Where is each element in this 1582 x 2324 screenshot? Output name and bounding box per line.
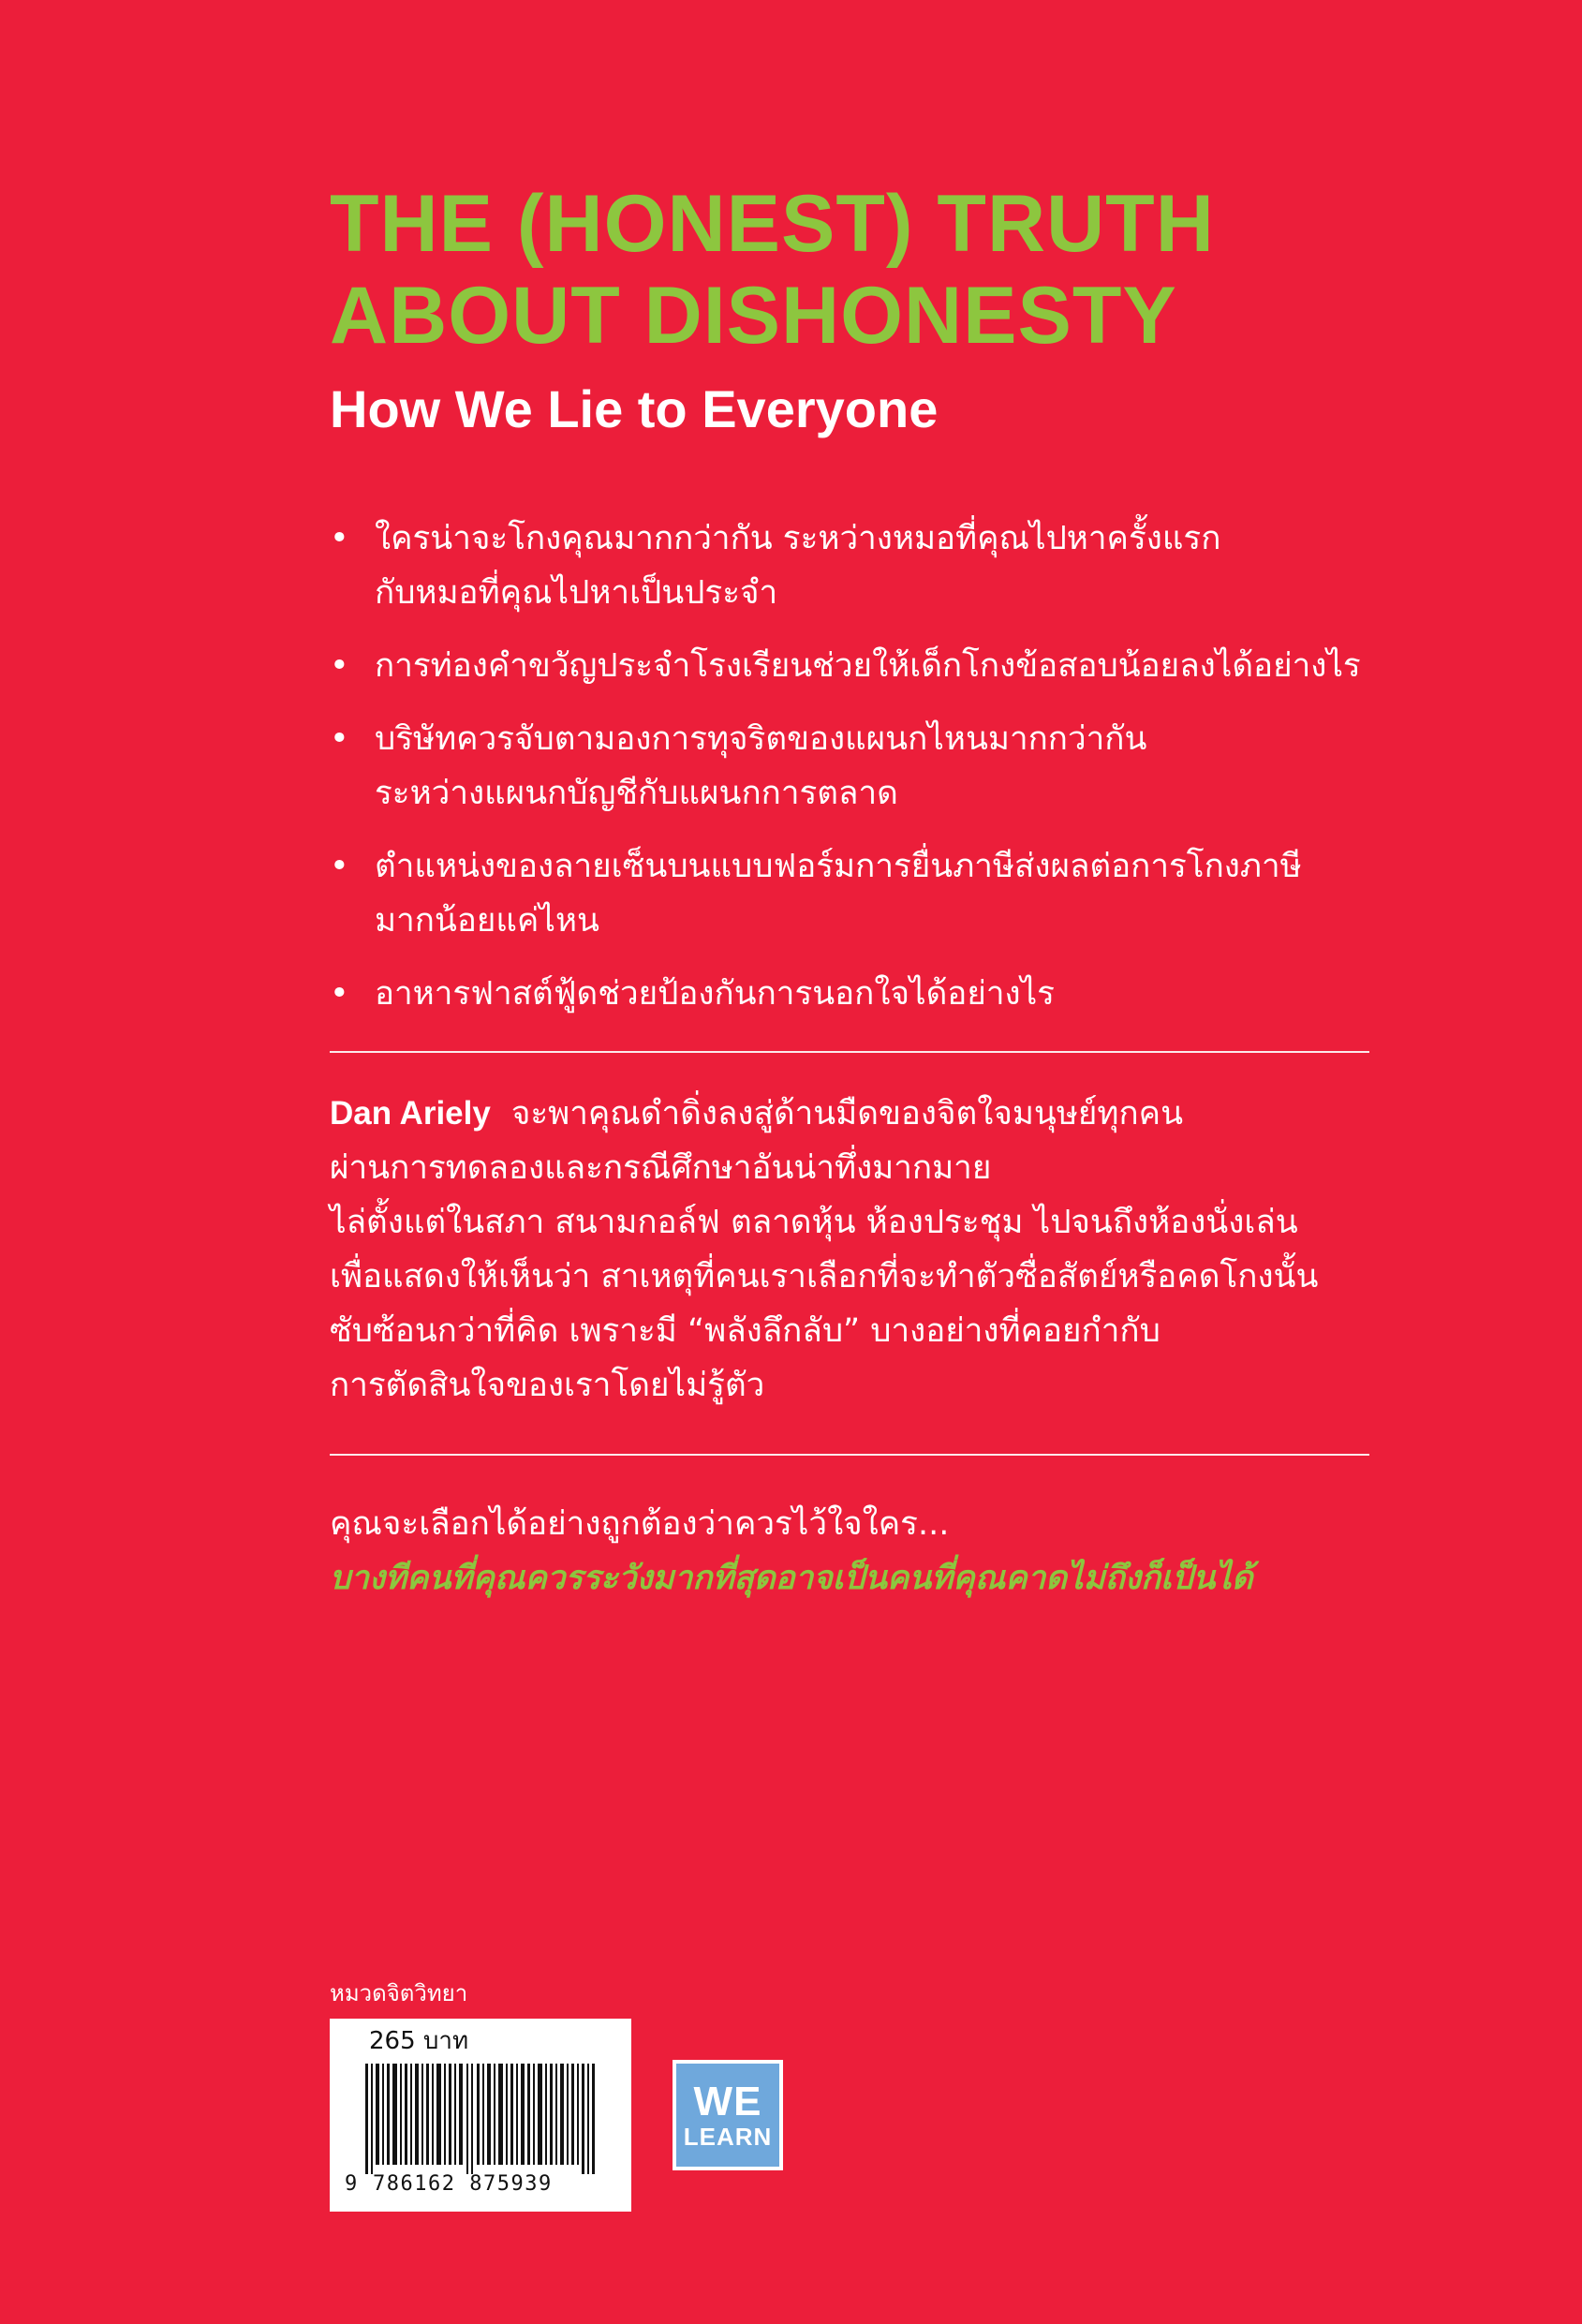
book-title <box>330 178 1369 362</box>
question-line: การท่องคำขวัญประจำโรงเรียนช่วยให้เด็กโกงข้อสอบน้อยลงได้อย่างไร <box>375 647 1361 685</box>
author-name: Dan Ariely <box>330 1095 491 1132</box>
question-line: ระหว่างแผนกบัญชีกับแผนกการตลาด <box>375 775 898 812</box>
back-cover-content <box>330 178 1369 1606</box>
bullet-icon: • <box>330 520 349 557</box>
closing-line: คุณจะเลือกได้อย่างถูกต้องว่าควรไว้ใจใคร... <box>330 1505 950 1543</box>
category-label: หมวดจิตวิทยา <box>330 1980 468 2006</box>
bullet-icon: • <box>330 647 349 685</box>
question-list <box>330 511 1369 1021</box>
author-line: ซับซ้อนกว่าที่คิด เพราะมี “พลังลึกลับ” บางอย่างที่คอยกำกับ <box>330 1312 1161 1350</box>
author-line: ไล่ตั้งแต่ในสภา สนามกอล์ฟ ตลาดหุ้น ห้องประชุม ไปจนถึงห้องนั่งเล่น <box>330 1204 1298 1241</box>
isbn-digits: 786162 875939 <box>373 2172 553 2196</box>
isbn-first-digit: 9 <box>345 2172 358 2196</box>
author-line: ผ่านการทดลองและกรณีศึกษาอันน่าทึ่งมากมาย <box>330 1149 992 1187</box>
author-line: การตัดสินใจของเราโดยไม่รู้ตัว <box>330 1367 765 1404</box>
book-subtitle: How We Lie to Everyone <box>330 379 939 438</box>
question-line: บริษัทควรจับตามองการทุจริตของแผนกไหนมากกว่ากัน <box>375 720 1147 758</box>
list-item <box>330 511 1369 620</box>
question-line: กับหมอที่คุณไปหาเป็นประจำ <box>375 574 778 612</box>
question-line: ใครน่าจะโกงคุณมากกว่ากัน ระหว่างหมอที่คุณไปหาครั้งแรก <box>375 520 1221 557</box>
book-title-line-1: THE (HONEST) TRUTH <box>330 179 1215 269</box>
question-line: มากน้อยแค่ไหน <box>375 902 599 940</box>
bullet-icon: • <box>330 848 349 885</box>
question-line: อาหารฟาสต์ฟู้ดช่วยป้องกันการนอกใจได้อย่างไร <box>375 975 1055 1013</box>
bullet-icon: • <box>330 975 349 1013</box>
price-label: 265 บาท <box>369 2027 469 2055</box>
author-line <box>330 1087 1369 1141</box>
logo-text-bottom: LEARN <box>683 2123 773 2151</box>
publisher-logo <box>673 2060 783 2170</box>
author-blurb <box>330 1087 1369 1413</box>
list-item <box>330 639 1369 693</box>
section-divider <box>330 1454 1369 1456</box>
barcode-panel <box>330 2019 631 2212</box>
barcode-icon <box>365 2064 599 2174</box>
bullet-icon: • <box>330 720 349 758</box>
closing-text <box>330 1497 1369 1606</box>
author-line: เพื่อแสดงให้เห็นว่า สาเหตุที่คนเราเลือกที่จะทำตัวซื่อสัตย์หรือคดโกงนั้น <box>330 1258 1319 1295</box>
list-item <box>330 712 1369 821</box>
list-item <box>330 839 1369 948</box>
question-line: ตำแหน่งของลายเซ็นบนแบบฟอร์มการยื่นภาษีส่งผลต่อการโกงภาษี <box>375 848 1302 885</box>
section-divider <box>330 1051 1369 1053</box>
book-title-line-2: ABOUT DISHONESTY <box>330 271 1177 361</box>
author-line-text: จะพาคุณดำดิ่งลงสู่ด้านมืดของจิตใจมนุษย์ทุกคน <box>510 1095 1184 1132</box>
list-item <box>330 967 1369 1021</box>
closing-highlight: บางทีคนที่คุณควรระวังมากที่สุดอาจเป็นคนที่คุณคาดไม่ถึงก็เป็นได้ <box>330 1560 1253 1597</box>
publisher-logo-mark <box>676 2064 779 2167</box>
logo-text-top: WE <box>693 2079 762 2124</box>
